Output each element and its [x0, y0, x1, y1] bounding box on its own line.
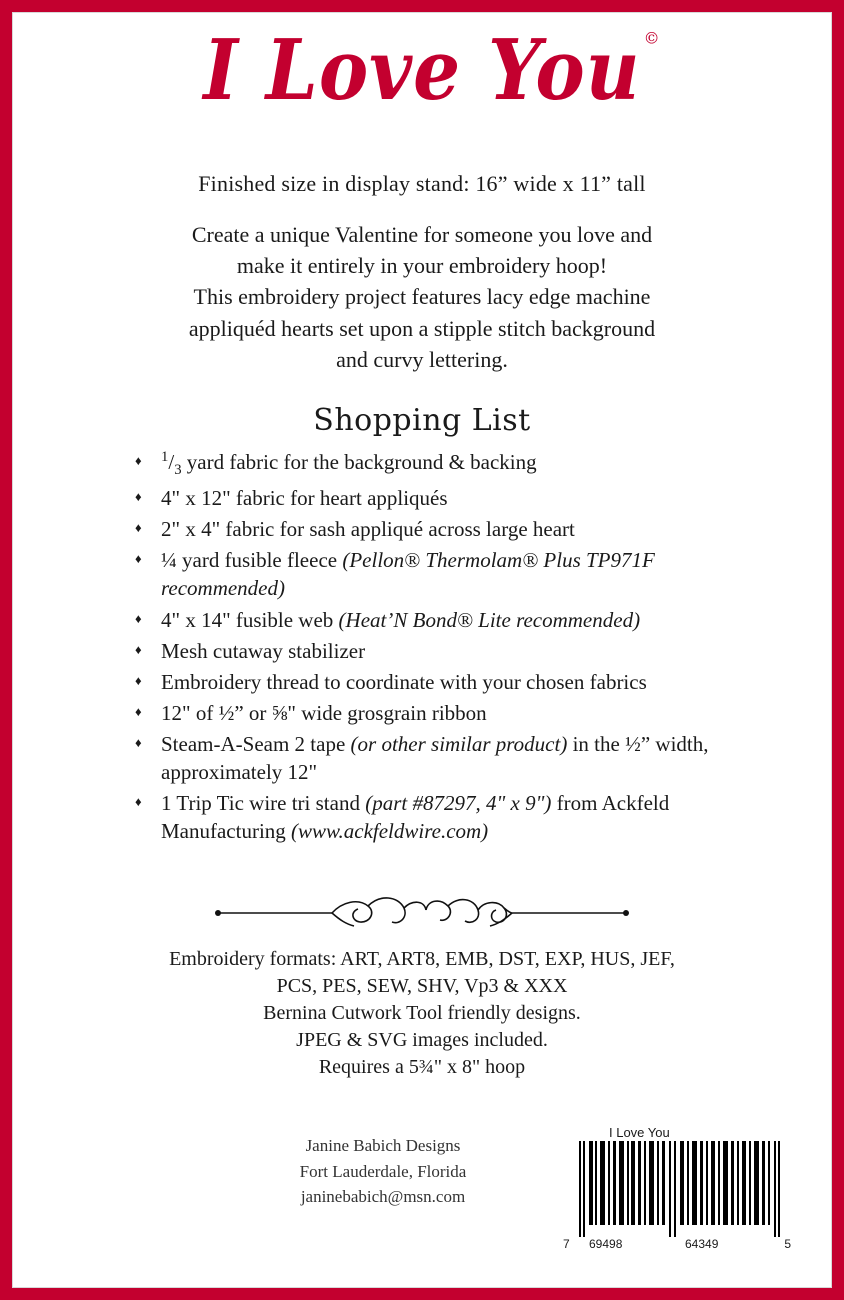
barcode-digit-right: 5 — [784, 1237, 791, 1251]
company-email[interactable]: janinebabich@msn.com — [300, 1187, 466, 1206]
finished-size-text: Finished size in display stand: 16” wide x 11” tall — [198, 171, 646, 196]
diamond-bullet-icon: ♦ — [135, 453, 142, 469]
barcode-icon — [561, 1141, 793, 1237]
list-item-text-tail: in the ½” width, approximately 12" — [161, 732, 709, 785]
barcode-block — [561, 1125, 793, 1253]
title-block — [47, 13, 797, 143]
description-block — [47, 219, 797, 375]
list-item-text: 4" x 12" fabric for heart appliqués — [161, 486, 448, 511]
page-content — [12, 12, 832, 1288]
list-item-text-tail: from Ackfeld Manufacturing — [161, 791, 670, 844]
list-item-note: (part #87297, 4" x 9") — [365, 791, 552, 816]
list-item-text: Embroidery thread to coordinate with your chosen fabrics — [161, 669, 647, 694]
list-item-text: 1 Trip Tic wire tri stand — [161, 791, 366, 816]
list-item — [135, 668, 781, 696]
fraction-numerator: 1 — [161, 449, 169, 466]
diamond-bullet-icon: ♦ — [135, 672, 142, 688]
list-item-text: Steam-A-Seam 2 tape — [161, 732, 351, 757]
list-item — [135, 699, 781, 727]
formats-line: Requires a 5¾" x 8" hoop — [318, 1056, 526, 1079]
diamond-bullet-icon: ♦ — [135, 794, 142, 810]
diamond-bullet-icon: ♦ — [135, 610, 142, 626]
list-item-text: yard fabric for the background & backing — [181, 450, 537, 475]
barcode-digit-group-b: 64349 — [685, 1237, 719, 1251]
diamond-bullet-icon: ♦ — [135, 489, 142, 505]
description-line: Create a unique Valentine for someone you love and — [191, 222, 653, 247]
barcode-digit-left: 7 — [563, 1237, 570, 1251]
description-line: and curvy lettering. — [336, 346, 508, 372]
formats-line: Embroidery formats: ART, ART8, EMB, DST, EXP, HUS, JEF, — [169, 947, 675, 970]
description-line: appliquéd hearts set upon a stipple stitch background — [188, 315, 656, 341]
barcode-title: I Love You — [609, 1125, 670, 1140]
title-text: I Love You — [203, 22, 641, 120]
barcode-digits — [561, 1237, 793, 1253]
company-name: Janine Babich Designs — [305, 1136, 461, 1155]
list-item-website: (www.ackfeldwire.com) — [291, 819, 489, 844]
formats-block — [47, 946, 797, 1082]
list-item-text: 2" x 4" fabric for sash appliqué across large heart — [161, 517, 575, 542]
list-item-note: (Heat’N Bond® Lite recommended) — [338, 607, 641, 632]
list-item — [135, 637, 781, 665]
company-location: Fort Lauderdale, Florida — [299, 1161, 467, 1181]
page-title — [203, 22, 661, 120]
formats-line: Bernina Cutwork Tool friendly designs. — [263, 1001, 581, 1024]
barcode-digit-group-a: 69498 — [589, 1237, 623, 1251]
list-item — [135, 448, 781, 481]
description-line: This embroidery project features lacy edge machine — [193, 284, 651, 310]
list-item — [135, 730, 781, 786]
formats-line: PCS, PES, SEW, SHV, Vp3 & XXX — [276, 974, 568, 997]
list-item-text: 12" of ½” or ⅝" wide grosgrain ribbon — [161, 700, 487, 725]
fraction-denominator: 3 — [174, 462, 182, 479]
list-item-note: (or other similar product) — [350, 732, 568, 757]
shopping-list — [47, 448, 797, 845]
diamond-bullet-icon: ♦ — [135, 735, 142, 751]
diamond-bullet-icon: ♦ — [135, 551, 142, 567]
list-item-text: ¼ yard fusible fleece — [161, 548, 343, 573]
list-item — [135, 789, 781, 845]
diamond-bullet-icon: ♦ — [135, 703, 142, 719]
publisher-credits — [253, 1133, 513, 1210]
description-line: make it entirely in your embroidery hoop! — [236, 253, 608, 279]
diamond-bullet-icon: ♦ — [135, 520, 142, 536]
shopping-list-heading: Shopping List — [313, 403, 531, 439]
footer — [13, 1123, 831, 1253]
list-item — [135, 515, 781, 543]
list-item — [135, 546, 781, 602]
list-item-text: Mesh cutaway stabilizer — [161, 638, 366, 663]
copyright-symbol: © — [643, 28, 661, 48]
list-item-text: 4" x 14" fusible web — [161, 607, 339, 632]
ornamental-divider — [47, 892, 797, 940]
list-item — [135, 606, 781, 634]
diamond-bullet-icon: ♦ — [135, 641, 142, 657]
fraction-slash: / — [168, 450, 175, 475]
flourish-icon — [212, 892, 632, 936]
formats-line: JPEG & SVG images included. — [296, 1029, 548, 1052]
list-item — [135, 484, 781, 512]
list-item-note: (Pellon® Thermolam® Plus TP971F recommended) — [161, 548, 655, 601]
